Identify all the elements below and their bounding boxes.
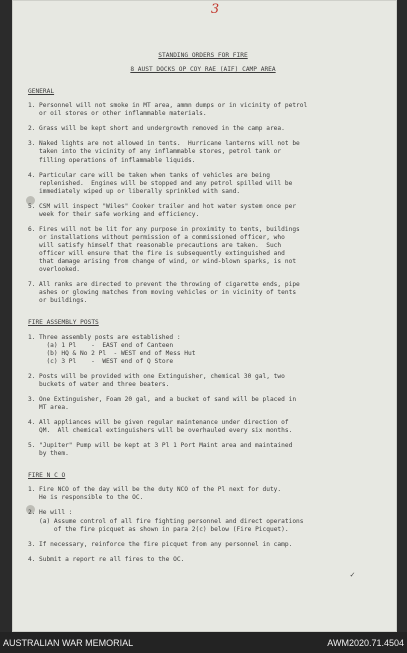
- list-item: [28, 509, 378, 533]
- item-number: 2.: [28, 125, 36, 133]
- item-number: 5.: [28, 442, 36, 450]
- tick-mark-icon: ✓: [350, 570, 355, 579]
- general-section-title: GENERAL: [28, 88, 55, 96]
- item-number: 4.: [28, 555, 36, 563]
- assembly-section-title: FIRE ASSEMBLY POSTS: [28, 319, 99, 327]
- list-item: [28, 281, 378, 305]
- item-text: Three assembly posts are established : (a) 1 Pl - EAST end of Canteen (b) HQ & No 2 Pl - WEST end of Mess Hut (c) 3 Pl - WEST end of Q Store: [39, 333, 196, 365]
- footer-id: AWM2020.71.4504: [327, 638, 404, 648]
- item-text: CSM will inspect "Wiles" Cooker trailer and hot water system once per week for their safe working and efficiency.: [39, 202, 297, 218]
- item-number: 6.: [28, 225, 36, 233]
- list-item: [28, 226, 378, 274]
- list-item: [28, 125, 378, 133]
- item-text: Fire NCO of the day will be the duty NCO of the Pl next for duty. He is responsible to the OC.: [39, 486, 282, 502]
- list-item: [28, 486, 378, 502]
- item-text: "Jupiter" Pump will be kept at 3 Pl 1 Port Maint area and maintained by them.: [39, 442, 293, 458]
- list-item: [28, 396, 378, 412]
- list-item: [28, 102, 378, 118]
- list-item: [28, 172, 378, 196]
- list-item: [28, 442, 378, 458]
- assembly-list: [28, 334, 378, 459]
- document-body: [28, 52, 378, 571]
- general-list: [28, 102, 378, 305]
- item-text: Submit a report re all fires to the OC.: [39, 555, 185, 563]
- footer-bar: [0, 632, 407, 653]
- list-item: [28, 556, 378, 564]
- item-text: Personnel will not smoke in MT area, ammn dumps or in vicinity of petrol or oil stores or other inflammable materials.: [39, 102, 308, 118]
- item-number: 7.: [28, 281, 36, 289]
- item-number: 1.: [28, 333, 36, 341]
- document-heading: STANDING ORDERS FOR FIRE: [158, 52, 248, 59]
- item-text: All appliances will be given regular maintenance under direction of QM. All chemical extinguishers will be overhauled every six months.: [39, 419, 293, 435]
- nco-section-title: FIRE N C O: [28, 472, 66, 480]
- list-item: [28, 541, 378, 549]
- item-number: 2.: [28, 509, 36, 517]
- list-item: [28, 203, 378, 219]
- item-number: 3.: [28, 395, 36, 403]
- item-number: 3.: [28, 540, 36, 548]
- item-text: Posts will be provided with one Extinguisher, chemical 30 gal, two buckets of water and three beaters.: [39, 372, 285, 388]
- item-number: 4.: [28, 419, 36, 426]
- item-number: 1.: [28, 486, 36, 494]
- item-number: 4.: [28, 171, 36, 179]
- item-number: 2.: [28, 372, 36, 380]
- nco-list: [28, 486, 378, 563]
- item-text: Particular care will be taken when tanks of vehicles are being replenished. Engines will be stopped and any petrol spilled will be immediately wiped up or liberally sprinkled with sand.: [39, 171, 293, 195]
- list-item: [28, 419, 378, 435]
- item-text: All ranks are directed to prevent the throwing of cigarette ends, pipe ashes or glowing matches from moving vehicles or in vicinity of tents or buildings.: [39, 281, 300, 305]
- item-text: Fires will not be lit for any purpose in proximity to tents, buildings or installations without permission of a commissioned officer, who will satisfy himself that reasonable precautions are taken. Such officer will ensure that the fire is subsequently extinguished and that damage arising from change of wind, or wind-blown sparks, is not overlooked.: [39, 225, 300, 274]
- item-text: Grass will be kept short and undergrowth removed in the camp area.: [39, 125, 285, 133]
- item-text: One Extinguisher, Foam 20 gal, and a bucket of sand will be placed in MT area.: [39, 395, 297, 411]
- item-text: Naked lights are not allowed in tents. Hurricane lanterns will not be taken into the vicinity of any inflammable stores, petrol tank or filling operations of inflammable liquids.: [39, 140, 300, 164]
- list-item: [28, 373, 378, 389]
- list-item: [28, 140, 378, 164]
- item-number: 1.: [28, 102, 36, 110]
- item-number: 5.: [28, 202, 36, 210]
- list-item: [28, 334, 378, 366]
- item-text: He will : (a) Assume control of all fire fighting personnel and direct operations of the fire picquet as shown in para 2(c) below (Fire Picquet).: [39, 509, 304, 533]
- footer-credit: AUSTRALIAN WAR MEMORIAL: [3, 638, 134, 648]
- document-subheading: 8 AUST DOCKS OP COY RAE (AIF) CAMP AREA: [130, 66, 276, 74]
- item-text: If necessary, reinforce the fire picquet from any personnel in camp.: [39, 540, 293, 548]
- page-number: 3: [210, 2, 220, 17]
- item-number: 3.: [28, 140, 36, 148]
